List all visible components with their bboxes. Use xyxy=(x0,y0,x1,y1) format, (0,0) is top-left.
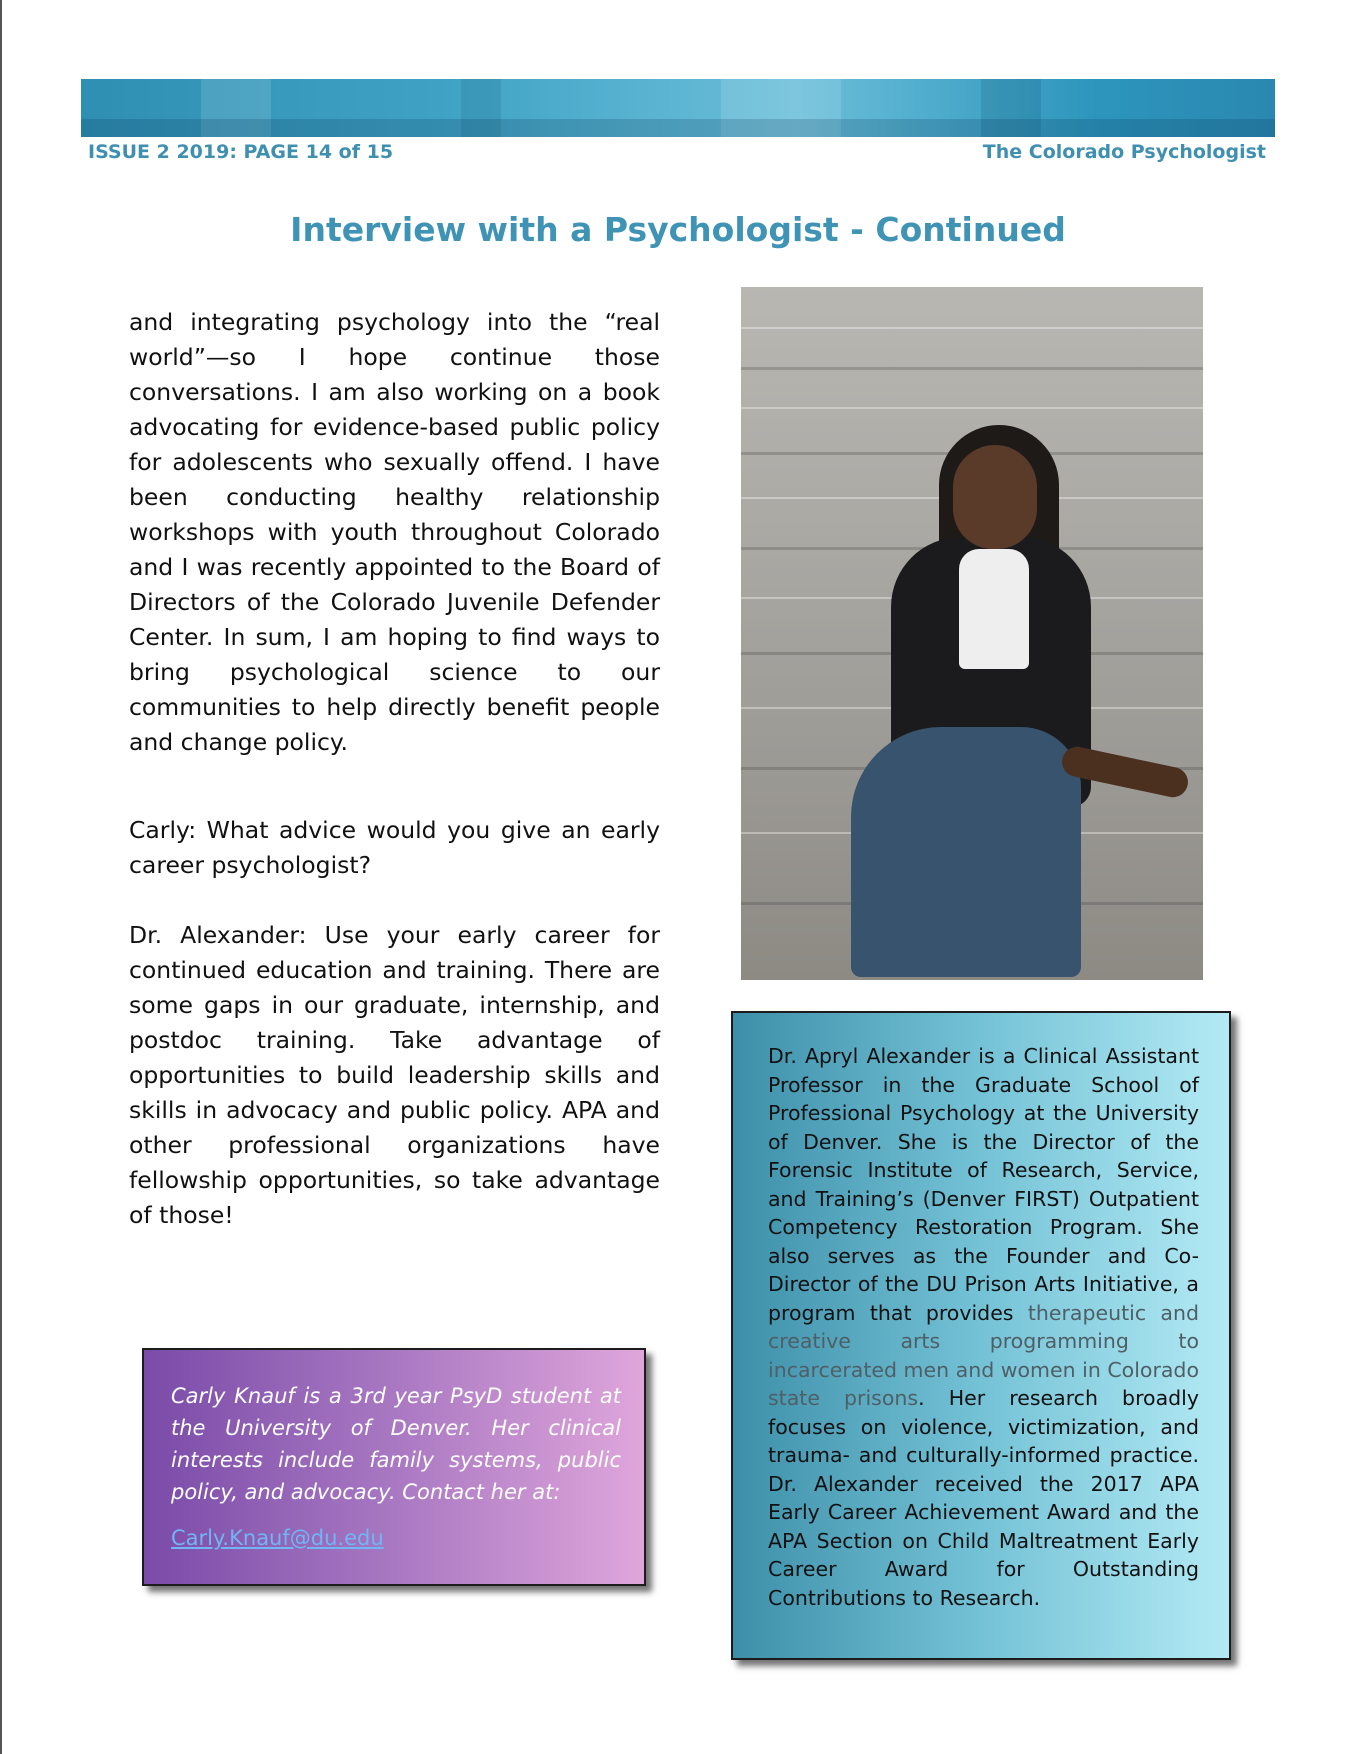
interview-question: Carly: What advice would you give an early career psychologist? xyxy=(129,816,660,879)
interview-paragraph: and integrating psychology into the “real world”—so I hope continue those conversations. I am also working on a book advocating for evidence-based public policy for adolescents who sexually offend. I have been conducting healthy relationship workshops with youth throughout Colorado and I was recently appointed to the Board of Directors of the Colorado Juvenile Defender Center. In sum, I am hoping to find ways to bring psychological science to our communities to help directly benefit people and change policy. xyxy=(129,308,660,756)
author-email-link[interactable]: Carly.Knauf@du.edu xyxy=(171,1526,384,1550)
subject-bio-text: Dr. Apryl Alexander is a Clinical Assistant Professor in the Graduate School of Professional Psychology at the University of Denver. She is the Director of the Forensic Institute of Research, Service, and Training’s (Denver FIRST) Outpatient Competency Restoration Program. She also serves as the Founder and Co-Director of the DU Prison Arts Initiative, a program that provides therapeutic and creative arts programming to incarcerated men and women in Colorado state prisons. Her research broadly focuses on violence, victimization, and trauma- and culturally-informed practice. Dr. Alexander received the 2017 APA Early Career Achievement Award and the APA Section on Child Maltreatment Early Career Award for Outstanding Contributions to Research. xyxy=(768,1044,1199,1610)
author-bio-box xyxy=(142,1348,646,1586)
page-edge-rule xyxy=(0,0,2,1754)
header-banner xyxy=(81,79,1275,137)
page-title: Interview with a Psychologist - Continued xyxy=(290,210,1066,249)
author-bio-text: Carly Knauf is a 3rd year PsyD student at the University of Denver. Her clinical interests include family systems, public policy, and advocacy. Contact her at: xyxy=(171,1384,621,1504)
magazine-name: The Colorado Psychologist xyxy=(982,141,1266,163)
interview-column xyxy=(129,305,660,1233)
subject-bio-box xyxy=(731,1011,1231,1660)
interview-answer: Dr. Alexander: Use your early career for continued education and training. There are some gaps in our graduate, internship, and postdoc training. Take advantage of opportunities to build leadership skills and skills in advocacy and public policy. APA and other professional organizations have fellowship opportunities, so take advantage of those! xyxy=(129,921,660,1229)
portrait-photo xyxy=(741,287,1203,980)
issue-page-label: ISSUE 2 2019: PAGE 14 of 15 xyxy=(88,141,394,163)
